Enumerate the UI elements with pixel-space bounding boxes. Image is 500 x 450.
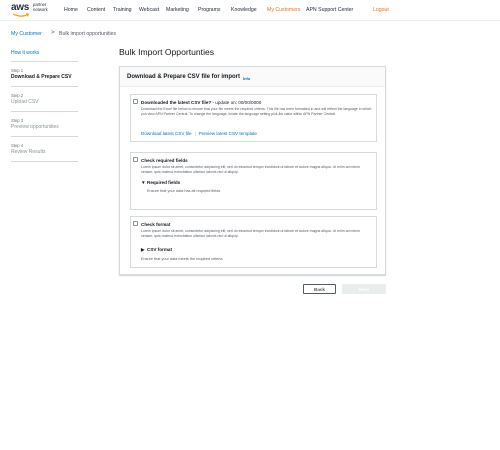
step-1-name[interactable]: Download & Prepare CSV — [11, 74, 72, 80]
smile-arrow-icon — [12, 13, 30, 19]
checkbox-icon[interactable] — [133, 99, 138, 104]
format-section — [130, 216, 377, 268]
download-csv-link[interactable]: Download latest CSV file — [141, 131, 192, 136]
step-1-number: Step 1 — [11, 68, 24, 73]
nav-my-customers[interactable]: My Customers — [267, 7, 301, 13]
required-fields-title: Check required fields — [141, 158, 188, 163]
required-fields-note: Ensure that your data has all required fields — [147, 189, 221, 193]
nav-training[interactable]: Training — [113, 7, 132, 13]
update-date-text: - update on: 00/00/0000 — [211, 100, 262, 105]
format-title: Check format — [141, 222, 171, 227]
nav-marketing[interactable]: Marketing — [166, 7, 189, 13]
step-2-number: Step 2 — [11, 93, 24, 98]
download-section — [130, 94, 377, 142]
info-link[interactable]: Info — [243, 76, 251, 81]
format-description: Lorem ipsum dolor sit amet, consectetur adipiscing elit, sed do eiusmod tempor incididunt ut labore et dolore magna aliqua. Ut enim ad minim veniam, quis nostrud exercitation ullamco laboris nisi ut aliquip. — [141, 229, 360, 238]
top-navigation — [0, 0, 500, 21]
logo-subtitle — [33, 3, 48, 12]
step-divider — [11, 136, 78, 137]
card-title: Download & Prepare CSV file for import — [127, 74, 241, 80]
nav-content[interactable]: Content — [87, 7, 106, 13]
card-header — [120, 67, 385, 87]
download-prepare-card — [119, 66, 386, 275]
step-4-number: Step 4 — [11, 143, 24, 148]
download-title-text: Downloaded the latest CSV file? — [141, 100, 212, 105]
breadcrumb — [11, 30, 117, 37]
step-2-name: Upload CSV — [11, 99, 39, 105]
step-4-name: Review Results — [11, 149, 46, 155]
preview-template-link[interactable]: Preview latest CSV template — [198, 131, 257, 136]
nav-apn-support-center[interactable]: APN Support Center — [306, 7, 354, 13]
chevron-right-icon: > — [51, 30, 55, 36]
nav-knowledge[interactable]: Knowledge — [231, 7, 257, 13]
nav-programs[interactable]: Programs — [198, 7, 221, 13]
checkbox-icon[interactable] — [133, 157, 138, 162]
logo-aws-text: aws — [11, 2, 30, 13]
step-divider — [11, 61, 78, 62]
download-section-title — [141, 100, 261, 105]
next-button[interactable]: Next — [342, 284, 386, 294]
logo-subtitle-line2: network — [33, 6, 48, 12]
step-divider — [11, 161, 78, 162]
breadcrumb-my-customer[interactable]: My Customer — [11, 31, 42, 37]
required-fields-expander[interactable] — [141, 180, 180, 185]
required-fields-description: Lorem ipsum dolor sit amet, consectetur adipiscing elit, sed do eiusmod tempor incididunt ut labore et dolore magna aliqua. Ut enim ad minim veniam, quis nostrud exercitation ullamco laboris nisi ut aliquip. — [141, 165, 360, 174]
step-3-number: Step 3 — [11, 118, 24, 123]
checkbox-icon[interactable] — [133, 221, 138, 226]
aws-partner-network-logo[interactable] — [11, 3, 55, 18]
back-button[interactable]: Back — [303, 284, 336, 294]
csv-format-expander-label: CSV format — [147, 247, 173, 252]
breadcrumb-current: Bulk import opportunities — [59, 31, 117, 37]
caret-right-icon: ▶ — [141, 247, 145, 252]
download-links — [141, 131, 257, 136]
link-separator: | — [194, 131, 196, 136]
nav-home[interactable]: Home — [64, 7, 78, 13]
logo-subtitle-line1: partner — [33, 2, 47, 7]
required-fields-section — [130, 152, 377, 210]
caret-down-icon: ▼ — [141, 180, 146, 185]
required-fields-expander-label: Required fields — [147, 180, 181, 185]
csv-format-expander[interactable] — [141, 247, 172, 253]
how-it-works-link[interactable]: How it works — [11, 50, 40, 56]
nav-webcast[interactable]: Webcast — [139, 7, 160, 13]
download-description: Download the Excel file below to ensure that your file meets the required criteria. This file has been formatted in and will reflect the language in which you view APN Partner Central. To change the language, locate the language setting pick-list value within APN Partner Central. — [141, 107, 372, 116]
step-3-name: Preview opportunities — [11, 124, 59, 130]
step-divider — [11, 86, 78, 87]
page-title: Bulk Import Opportunties — [119, 47, 215, 57]
format-note: Ensure that your data meets the required criteria — [141, 257, 223, 261]
nav-logout[interactable]: Logout — [373, 7, 389, 13]
step-divider — [11, 111, 78, 112]
